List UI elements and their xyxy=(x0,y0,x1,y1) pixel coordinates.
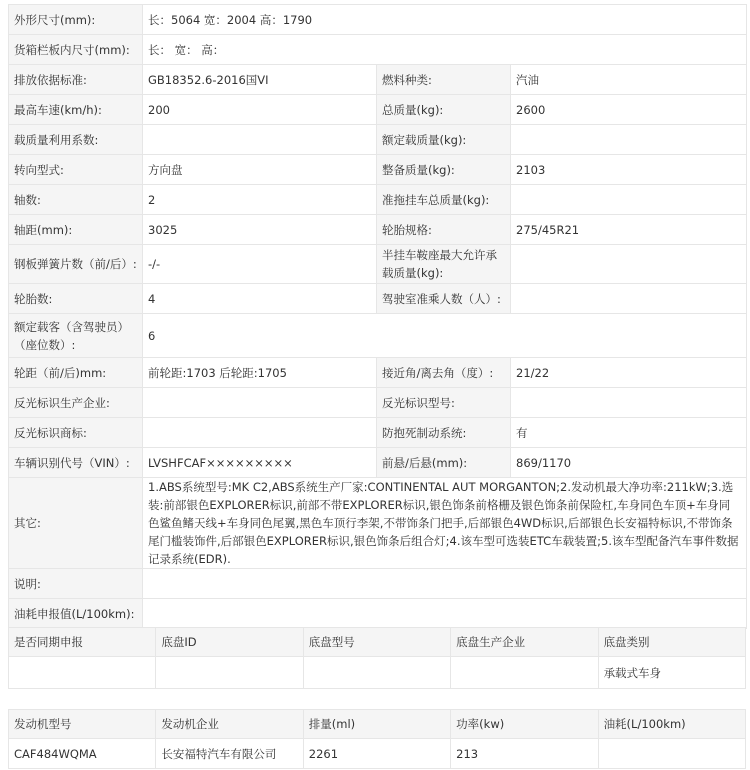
spec-label: 其它: xyxy=(9,478,143,569)
spec-label: 车辆识别代号（VIN）: xyxy=(9,448,143,478)
spec-label: 额定载质量(kg): xyxy=(377,125,511,155)
spec-label: 反光标识型号: xyxy=(377,388,511,418)
spec-value xyxy=(143,599,747,629)
spec-row-dimensions xyxy=(9,5,747,35)
chassis-table xyxy=(8,627,746,689)
spec-label: 轴距(mm): xyxy=(9,215,143,245)
spec-value: 2103 xyxy=(511,155,747,185)
chassis-cell: 承载式车身 xyxy=(598,657,745,689)
spec-value: 2600 xyxy=(511,95,747,125)
spec-label: 接近角/离去角（度）: xyxy=(377,358,511,388)
chassis-cell xyxy=(303,657,450,689)
spec-value: 长：5064 宽：2004 高：1790 xyxy=(143,5,747,35)
vehicle-spec-table xyxy=(8,4,747,629)
spec-value: 方向盘 xyxy=(143,155,377,185)
spec-row xyxy=(9,388,747,418)
chassis-header-cell: 底盘生产企业 xyxy=(451,628,598,657)
spec-row xyxy=(9,185,747,215)
engine-cell: CAF484WQMA xyxy=(9,739,156,769)
spec-value: 21/22 xyxy=(511,358,747,388)
engine-header-cell: 发动机企业 xyxy=(156,710,303,739)
chassis-header-cell: 是否同期申报 xyxy=(9,628,156,657)
chassis-data-row xyxy=(9,657,746,689)
spec-row-seats xyxy=(9,314,747,358)
spec-label: 前悬/后悬(mm): xyxy=(377,448,511,478)
spec-row xyxy=(9,284,747,314)
spec-value: 3025 xyxy=(143,215,377,245)
spec-label: 总质量(kg): xyxy=(377,95,511,125)
spec-value: GB18352.6-2016国VI xyxy=(143,65,377,95)
spec-label: 燃料种类: xyxy=(377,65,511,95)
spec-value xyxy=(511,185,747,215)
engine-cell: 213 xyxy=(451,739,598,769)
spec-row xyxy=(9,245,747,284)
engine-cell: 长安福特汽车有限公司 xyxy=(156,739,303,769)
chassis-cell xyxy=(451,657,598,689)
engine-header-row xyxy=(9,710,746,739)
engine-header-cell: 油耗(L/100km) xyxy=(598,710,745,739)
spec-row-fuel xyxy=(9,599,747,629)
spec-row xyxy=(9,65,747,95)
spec-value: LVSHFCAF××××××××× xyxy=(143,448,377,478)
engine-header-cell: 功率(kw) xyxy=(451,710,598,739)
chassis-header-cell: 底盘ID xyxy=(156,628,303,657)
engine-header-cell: 发动机型号 xyxy=(9,710,156,739)
spec-value: 长： 宽： 高： xyxy=(143,35,747,65)
spec-label: 钢板弹簧片数（前/后）: xyxy=(9,245,143,284)
spec-value xyxy=(511,284,747,314)
spec-value xyxy=(143,569,747,599)
engine-cell xyxy=(598,739,745,769)
spec-label: 货箱栏板内尺寸(mm): xyxy=(9,35,143,65)
engine-data-row xyxy=(9,739,746,769)
spec-value: 869/1170 xyxy=(511,448,747,478)
spec-label: 驾驶室准乘人数（人）: xyxy=(377,284,511,314)
chassis-cell xyxy=(156,657,303,689)
spec-value: 2 xyxy=(143,185,377,215)
spec-label: 轴数: xyxy=(9,185,143,215)
spec-label: 油耗申报值(L/100km): xyxy=(9,599,143,629)
spec-label: 排放依据标准: xyxy=(9,65,143,95)
spec-label: 轮胎规格: xyxy=(377,215,511,245)
spec-value: 4 xyxy=(143,284,377,314)
spec-value: 有 xyxy=(511,418,747,448)
chassis-cell xyxy=(9,657,156,689)
spec-row xyxy=(9,358,747,388)
engine-header-cell: 排量(ml) xyxy=(303,710,450,739)
engine-cell: 2261 xyxy=(303,739,450,769)
spec-value xyxy=(511,245,747,284)
spec-value: -/- xyxy=(143,245,377,284)
spec-value: 200 xyxy=(143,95,377,125)
spec-row xyxy=(9,95,747,125)
chassis-header-row xyxy=(9,628,746,657)
spec-value: 275/45R21 xyxy=(511,215,747,245)
spec-value: 6 xyxy=(143,314,747,358)
spec-label: 反光标识生产企业: xyxy=(9,388,143,418)
spec-label: 反光标识商标: xyxy=(9,418,143,448)
spec-row xyxy=(9,448,747,478)
spec-value xyxy=(143,388,377,418)
spec-label: 转向型式: xyxy=(9,155,143,185)
spec-row-other xyxy=(9,478,747,569)
spec-label: 半挂车鞍座最大允许承载质量(kg): xyxy=(377,245,511,284)
spec-label: 说明: xyxy=(9,569,143,599)
spec-value xyxy=(143,125,377,155)
spec-label: 轮胎数: xyxy=(9,284,143,314)
spec-label: 最高车速(km/h): xyxy=(9,95,143,125)
chassis-header-cell: 底盘类别 xyxy=(598,628,745,657)
spec-value xyxy=(143,418,377,448)
chassis-header-cell: 底盘型号 xyxy=(303,628,450,657)
spec-value: 前轮距:1703 后轮距:1705 xyxy=(143,358,377,388)
engine-table xyxy=(8,709,746,769)
spec-row xyxy=(9,125,747,155)
spec-value xyxy=(511,125,747,155)
spec-label: 额定载客（含驾驶员）（座位数）: xyxy=(9,314,143,358)
spec-row-note xyxy=(9,569,747,599)
spec-row xyxy=(9,215,747,245)
spec-row xyxy=(9,155,747,185)
spec-label: 准拖挂车总质量(kg): xyxy=(377,185,511,215)
spec-label: 轮距（前/后)mm: xyxy=(9,358,143,388)
spec-label: 外形尺寸(mm): xyxy=(9,5,143,35)
spec-other-value: 1.ABS系统型号:MK C2,ABS系统生产厂家:CONTINENTAL AUT MORGANTON;2.发动机最大净功率:211kW;3.选装:前部银色EXPLORER标识,前部不带EXPLORER标识,银色饰条前格栅及银色饰条前保险杠,车身同色车顶+车身同色鲨鱼鳍天线+车身同色尾翼,黑色车顶行李架,不带饰条门把手,后部银色4WD标识,后部银色长安福特标识,不带饰条尾门槛装饰件,后部银色EXPLORER标识,银色饰条后组合灯;4.该车型可选装ETC车载装置;5.该车型配备汽车事件数据记录系统(EDR). xyxy=(143,478,747,569)
spec-row xyxy=(9,418,747,448)
spec-label: 载质量利用系数: xyxy=(9,125,143,155)
spec-row-cargo-box xyxy=(9,35,747,65)
spec-value: 汽油 xyxy=(511,65,747,95)
spec-label: 整备质量(kg): xyxy=(377,155,511,185)
spec-value xyxy=(511,388,747,418)
spec-label: 防抱死制动系统: xyxy=(377,418,511,448)
